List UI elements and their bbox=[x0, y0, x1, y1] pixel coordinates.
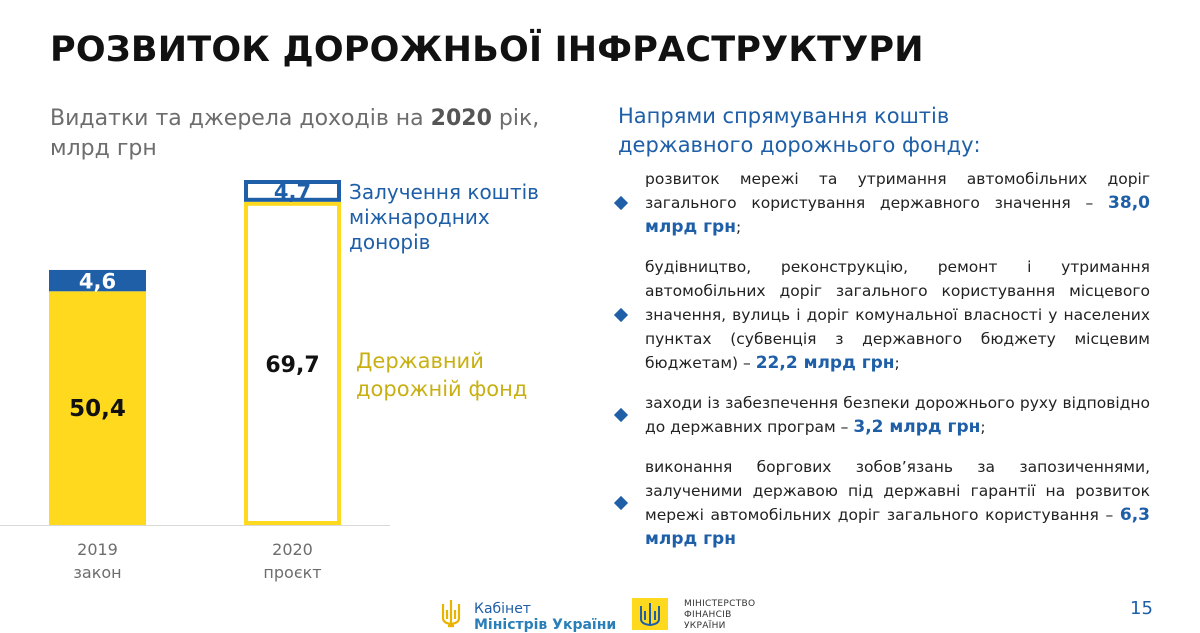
direction-item bbox=[615, 391, 1150, 439]
direction-text: виконання боргових зобов’язань за запозиченнями, залученими державою під державні гарантії на розвиток мережі автомобільних доріг загального користування – bbox=[645, 458, 1150, 524]
subtitle-text-start: Видатки та джерела доходів на bbox=[50, 106, 431, 131]
directions-title: Напрями спрямування коштів державного дорожнього фонду: bbox=[618, 104, 981, 157]
direction-tail: ; bbox=[894, 354, 900, 372]
directions-list bbox=[615, 167, 1150, 567]
data-label-fund-2020: 69,7 bbox=[265, 353, 320, 378]
minfin-logo-line2: ФІНАНСІВ bbox=[684, 610, 732, 620]
tryzub-icon bbox=[438, 598, 464, 628]
diamond-bullet-icon bbox=[614, 196, 628, 210]
legend-donors: Залучення коштів bbox=[349, 180, 539, 204]
chart-subtitle bbox=[50, 104, 570, 164]
direction-item bbox=[615, 255, 1150, 375]
legend-fund: дорожній фонд bbox=[356, 377, 528, 401]
minfin-logo-line1: МІНІСТЕРСТВО bbox=[684, 599, 756, 609]
direction-text: розвиток мережі та утримання автомобільних доріг загального користування державного значення – bbox=[645, 170, 1150, 212]
diamond-bullet-icon bbox=[614, 496, 628, 510]
legend-fund: Державний bbox=[356, 349, 484, 373]
data-label-donors-2019: 4,6 bbox=[78, 269, 117, 294]
subtitle-year: 2020 bbox=[430, 106, 492, 131]
direction-amount: 3,2 млрд грн bbox=[853, 417, 981, 437]
x-tick-label: закон bbox=[73, 563, 122, 582]
x-tick-label: 2019 bbox=[77, 540, 118, 559]
direction-tail: ; bbox=[980, 418, 986, 436]
direction-item bbox=[615, 455, 1150, 551]
cabinet-logo-line1: Кабінет bbox=[474, 601, 531, 617]
direction-text: будівництво, реконструкцію, ремонт і утримання автомобільних доріг загального користування місцевого значення, вулиць і доріг комунальної власності у населених пунктах (субвенція з державного бюджету місцевим бюджетам) – bbox=[645, 258, 1150, 372]
direction-amount: 38,0 млрд грн bbox=[645, 193, 1150, 237]
page-number: 15 bbox=[1130, 598, 1153, 619]
stacked-bar-chart bbox=[0, 170, 560, 590]
direction-amount: 22,2 млрд грн bbox=[755, 353, 895, 373]
x-tick-label: проєкт bbox=[263, 563, 322, 582]
subtitle-text-end: рік, млрд грн bbox=[50, 106, 540, 161]
data-label-fund-2019: 50,4 bbox=[69, 396, 126, 423]
direction-text: заходи із забезпечення безпеки дорожнього руху відповідно до державних програм – bbox=[645, 394, 1150, 436]
minfin-logo-text bbox=[684, 599, 755, 632]
page-title: РОЗВИТОК ДОРОЖНЬОЇ ІНФРАСТРУКТУРИ bbox=[50, 30, 924, 70]
minfin-logo-line3: УКРАЇНИ bbox=[684, 621, 726, 631]
cabinet-logo-line2: Міністрів України bbox=[474, 617, 617, 633]
direction-item bbox=[615, 167, 1150, 239]
cabinet-logo-text bbox=[474, 601, 616, 633]
diamond-bullet-icon bbox=[614, 308, 628, 322]
data-label-donors-2020: 4,7 bbox=[273, 179, 312, 204]
legend-donors: донорів bbox=[349, 230, 431, 254]
direction-amount: 6,3 млрд грн bbox=[645, 505, 1150, 549]
diamond-bullet-icon bbox=[614, 408, 628, 422]
legend-donors: міжнародних bbox=[349, 205, 490, 229]
direction-tail: ; bbox=[735, 218, 742, 236]
minfin-logo-icon bbox=[632, 598, 668, 630]
x-tick-label: 2020 bbox=[272, 540, 313, 559]
